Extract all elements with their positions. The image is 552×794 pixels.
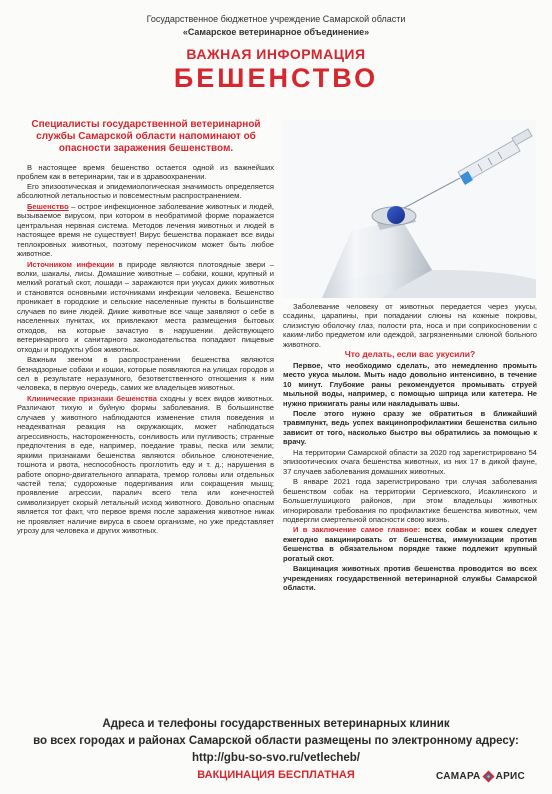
free-vaccination-banner: ВАКЦИНАЦИЯ БЕСПЛАТНАЯ xyxy=(197,769,355,781)
vaccine-vial-syringe-illustration xyxy=(282,120,536,298)
significance-paragraph: Его эпизоотическая и эпидемиологическая значимость определяется абсолютной летальностью и повсеместным распространением. xyxy=(17,181,274,201)
intro-paragraph: В настоящее время бешенство остается одной из важнейших проблем как в ветеринарии, так и в здравоохранении. xyxy=(17,163,274,182)
definition-term: Бешенство xyxy=(27,201,69,211)
signs-text: сходны у всех видов животных. Различают тихую и буйную формы заболевания. В большинстве случаев у животного наблюдаются изменение стиля поведения и неадекватная реакция на окружающих, может наблюдаться агрессивность, настороженность, сонливость или пугливость; странные предпочтения в еде, например, поедание травы, песка или земли; яркими признаками бешенства являются обильное слюнотечение, тошнота и рвота, неспособность проглотить еду и т. д.; нарушения в работе опорно-двигательного аппарата, тремор головы или отдельных частей тела; судорожные подергивания или сокращения мышц; проявление агрессии, паралич всего тела или конечностей символизирует скорый летальный исход животного. Довольно опасным является тот факт, что первое время после заражения животное никак не проявляет наличие вируса в своем организме, но уже представляет угрозу для человека и других животных. xyxy=(17,393,274,536)
lead-paragraph: Специалисты государственной ветеринарной службы Самарской области напоминают об опасности заражения бешенством. xyxy=(31,119,261,154)
source-text: в природе являются плотоядные звери – волки, шакалы, лисы. Домашние животные – собаки, кошки, крупный и мелкий рогатый скот, лошади – заражаются при укусах диких животных и становятся основными источниками инфекции человека. Бешенство проникает в городские и сельские населенные пункты в большинстве случаев по вине людей. Дикие животные все чаще заявляют о себе в населенных пунктах, их привлекают места размещения бытовых отходов, на которые зачастую в нарушении действующего ветеринарного и санитарного законодательства попадают пищевые отходы и продукты убоя животных. xyxy=(17,259,274,354)
conclusion-text: всех собак и кошек следует ежегодно вакцинировать от бешенства, иммунизации против бешенства в обязательном порядке также подлежит крупный рогатый скот. xyxy=(283,525,537,563)
conclusion-paragraph xyxy=(283,525,537,563)
definition-paragraph xyxy=(17,202,274,259)
logo-text-right: АРИС xyxy=(495,770,526,782)
first-aid-paragraph: Первое, что необходимо сделать, это немедленно промыть место укуса мылом. Мыть надо довольно интенсивно, в течение 10 минут. Глубокие раны рекомендуется промывать струей мыльной воды, например, с помощью шприца или катетера. Не нужно прижигать раны или накладывать швы. xyxy=(283,360,537,408)
signs-paragraph xyxy=(17,394,274,536)
strays-paragraph: Важным звеном в распространении бешенства являются безнадзорные собаки и кошки, которые появляются на улицах городов и сел в результате неразумного, безответственного отношения к ним человека, в первую очередь, самих же владельцев животных. xyxy=(17,355,274,393)
source-paragraph xyxy=(17,260,274,355)
important-info-heading: ВАЖНАЯ ИНФОРМАЦИЯ xyxy=(186,46,366,62)
logo-text-left: САМАРА xyxy=(436,770,481,782)
org-subname: «Самарское ветеринарное объединение» xyxy=(182,27,370,37)
source-term: Источником инфекции xyxy=(27,259,115,269)
definition-text: – острое инфекционное заболевание животных и людей, вызываемое вирусом, при котором в необратимой форме поражается центральная нервная система. Методов лечения животных и людей в настоящее время не существует! Вирус бешенства поражает все виды теплокровных животных, поэтому переносчиком может быть любое животное. xyxy=(17,201,274,259)
signs-term: Клинические признаки бешенства xyxy=(27,393,157,403)
vaccination-paragraph: Вакцинация животных против бешенства проводится во всех учреждениях государственной ветеринарной службы Самарской области. xyxy=(283,564,537,593)
conclusion-term: И в заключение самое главное: xyxy=(293,525,421,535)
footer-url-link[interactable]: http://gbu-so-svo.ru/vetlecheb/ xyxy=(191,752,361,764)
cases-2021-paragraph: В январе 2021 года зарегистрировано три случая заболевания бешенством собак на территории Сергиевского, Исаклинского и Большеглушицкого районов, при этом владельцы животных игнорировали требования по профилактике бешенства животных, чем подвергли смертельной опасности свою жизнь. xyxy=(283,477,537,524)
samara-aris-logo xyxy=(436,769,525,783)
logo-emblem-icon xyxy=(482,770,495,783)
right-column xyxy=(283,302,537,593)
transmission-paragraph: Заболевание человеку от животных передается через укусы, ссадины, царапины, при попадании слюны на кожные покровы, слизистую оболочку глаз, полости рта, носа и при соприкосновении с каким-либо предметом или одеждой, загрязненными слюной больного животного. xyxy=(283,302,537,349)
bite-question-heading: Что делать, если вас укусили? xyxy=(344,349,476,360)
page-title: БЕШЕНСТВО xyxy=(173,63,379,93)
left-column xyxy=(17,163,274,536)
org-name: Государственное бюджетное учреждение Самарской области xyxy=(146,14,406,24)
footer-address-line: во всех городах и районах Самарской области размещены по электронному адресу: xyxy=(33,735,519,747)
vaccine-photo xyxy=(282,120,536,298)
trauma-center-paragraph: После этого нужно сразу же обратиться в ближайший травмпункт, ведь успех вакцинопрофилактики бешенства сильно зависит от того, насколько быстро вы обратились за помощью к врачу. xyxy=(283,408,537,447)
statistics-2020-paragraph: На территории Самарской области за 2020 год зарегистрировано 54 эпизоотических очага бешенства животных, из них 17 в дикой фауне, 37 случаев заболевания домашних животных. xyxy=(283,447,537,476)
footer-clinics-line: Адреса и телефоны государственных ветеринарных клиник xyxy=(102,718,450,730)
